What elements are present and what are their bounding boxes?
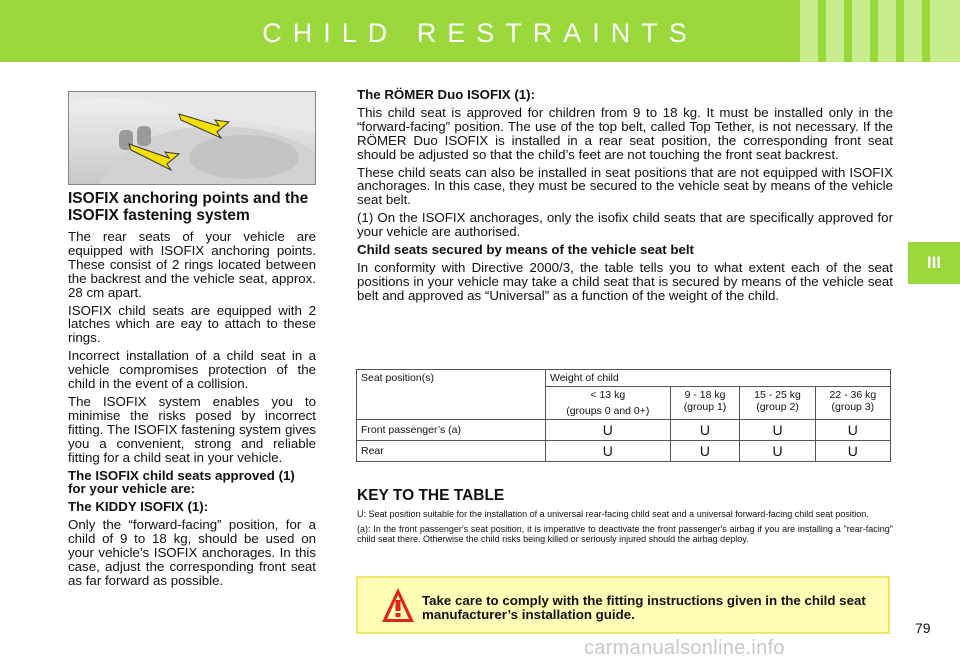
table-cell: U bbox=[546, 441, 671, 462]
group-header: 9 - 18 kg (group 1) bbox=[670, 387, 740, 420]
isofix-paragraph-2: ISOFIX child seats are equipped with 2 latches which are eay to attach to these rings. bbox=[68, 302, 316, 346]
isofix-paragraph-1: The rear seats of your vehicle are equipped with ISOFIX anchoring points. These consist of 2 rings located between the backrest and the vehicle seat, approx. 28 cm apart. bbox=[68, 229, 316, 300]
key-a-note: (a): In the front passenger's seat position, it is imperative to deactivate the front passenger's airbag if you are installing a "rear-facing" child seat there. Otherwise the child risks being killed or seriously injured should the airbag deploy. bbox=[357, 524, 893, 544]
approved-seats-heading: The ISOFIX child seats approved (1) for your vehicle are: bbox=[68, 467, 295, 497]
child-seat-table bbox=[356, 369, 891, 462]
isofix-anchor-illustration bbox=[69, 92, 315, 184]
isofix-paragraph-3: Incorrect installation of a child seat in a vehicle compromises protection of the child in the event of a collision. bbox=[68, 348, 316, 392]
table-header-row bbox=[357, 370, 891, 387]
non-isofix-paragraph: These child seats can also be installed in seat positions that are not equipped with ISOFIX anchorages. In this case, they must be secured to the vehicle seat by means of the vehicle seat belt. bbox=[357, 164, 893, 208]
page-header bbox=[0, 0, 960, 62]
romer-heading: The RÖMER Duo ISOFIX (1): bbox=[357, 87, 536, 102]
romer-paragraph: This child seat is approved for children from 9 to 18 kg. It must be installed only in the “forward-facing” position. The use of the top belt, called Top Tether, is not necessary. If the RÖMER Duo ISOFIX is installed in a rear seat position, the corresponding front seat should be adjusted so that the child’s feet are not touching the front seat backrest. bbox=[357, 104, 893, 162]
kiddy-heading: The KIDDY ISOFIX (1): bbox=[68, 499, 209, 515]
table-cell: U bbox=[815, 441, 890, 462]
row-label: Front passenger’s (a) bbox=[357, 420, 546, 441]
key-u-note: U: Seat position suitable for the installation of a universal rear-facing child seat and a universal forward-facing child seat position. bbox=[357, 509, 869, 519]
isofix-heading: ISOFIX anchoring points and the ISOFIX fastening system bbox=[68, 190, 309, 224]
group-header: < 13 kg (groups 0 and 0+) bbox=[546, 387, 671, 420]
table-cell: U bbox=[670, 441, 740, 462]
table-cell: U bbox=[740, 441, 815, 462]
table-cell: U bbox=[670, 420, 740, 441]
page-number: 79 bbox=[915, 620, 931, 636]
warning-text: Take care to comply with the fitting instructions given in the child seat manufacturer’s installation guide. bbox=[422, 593, 866, 622]
table-row bbox=[357, 420, 891, 441]
note-1-paragraph: (1) On the ISOFIX anchorages, only the isofix child seats that are specifically approved for your vehicle are authorised. bbox=[357, 210, 893, 240]
table-cell: U bbox=[740, 420, 815, 441]
table-cell: U bbox=[815, 420, 890, 441]
warning-box bbox=[356, 576, 890, 634]
table-key bbox=[357, 487, 893, 549]
col-header-seat: Seat position(s) bbox=[357, 370, 546, 420]
seat-belt-heading: Child seats secured by means of the vehicle seat belt bbox=[357, 242, 694, 258]
row-label: Rear bbox=[357, 441, 546, 462]
right-column bbox=[357, 88, 893, 307]
page-title: CHILD RESTRAINTS bbox=[262, 18, 698, 48]
col-header-weight: Weight of child bbox=[546, 370, 891, 387]
key-heading: KEY TO THE TABLE bbox=[357, 487, 505, 504]
table-row bbox=[357, 441, 891, 462]
table-cell: U bbox=[546, 420, 671, 441]
isofix-paragraph-4: The ISOFIX system enables you to minimise the risks posed by incorrect fitting. The ISOFIX fastening system gives you a convenient, strong and reliable fitting for a child seat in your vehicle. bbox=[68, 393, 316, 465]
group-header: 22 - 36 kg (group 3) bbox=[815, 387, 890, 420]
left-column bbox=[68, 190, 316, 592]
group-header: 15 - 25 kg (group 2) bbox=[740, 387, 815, 420]
chapter-tab[interactable]: III bbox=[908, 242, 960, 284]
warning-icon bbox=[380, 586, 416, 626]
isofix-anchor-photo bbox=[68, 91, 316, 185]
watermark: carmanualsonline.info bbox=[584, 637, 785, 659]
seat-belt-paragraph: In conformity with Directive 2000/3, the table tells you to what extent each of the seat positions in your vehicle may take a child seat that is secured by means of the vehicle seat belt and approved as “Universal” as a function of the weight of the child. bbox=[357, 259, 893, 303]
kiddy-paragraph: Only the “forward-facing” position, for a child of 9 to 18 kg, should be used on your vehicle’s ISOFIX anchorages. In this case, adjust the corresponding front seat as far forward as possible. bbox=[68, 517, 316, 588]
